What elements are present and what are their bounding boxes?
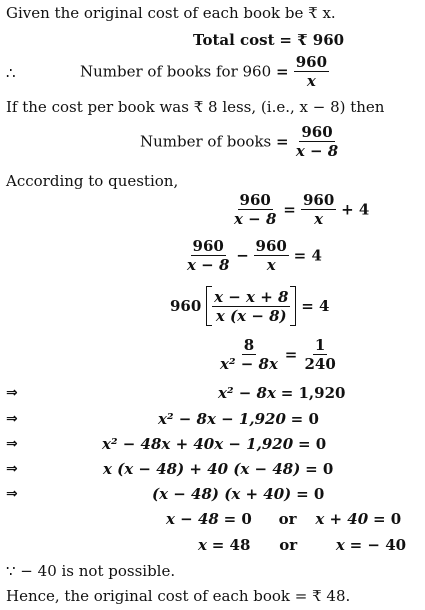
num-books-line: [140, 124, 340, 159]
equation-3: [170, 286, 329, 326]
fraction-numerator: 960: [301, 123, 333, 141]
equation-1: [232, 192, 369, 227]
total-cost-label: Total cost: [193, 31, 275, 49]
conclusion-line: Hence, the original cost of each book = ₹ 48.: [6, 587, 351, 605]
fraction-numerator: 8: [243, 336, 255, 354]
step-1: [218, 384, 345, 402]
step-4-lhs: x (x − 48) + 40 (x − 48): [103, 460, 301, 478]
fraction-960-over-x-minus-8: [185, 238, 231, 273]
equals-sign: =: [275, 62, 294, 81]
roots-line: [166, 510, 401, 528]
num-books-label: Number of books: [140, 132, 272, 151]
equals-sign: =: [301, 297, 320, 315]
right-bracket: [290, 286, 296, 326]
root-right-lhs: x + 40: [315, 510, 369, 528]
fraction-numerator: 960: [255, 237, 287, 255]
fraction-numerator: x − x + 8: [214, 287, 289, 306]
fraction-numerator: 1: [314, 336, 326, 354]
equation-2: [185, 238, 322, 273]
bracket-fraction: [212, 289, 290, 324]
equals-sign: =: [223, 510, 242, 528]
fraction-denominator: x − 8: [295, 142, 339, 160]
equals-sign: =: [280, 384, 299, 402]
solution-right-var: x: [335, 536, 345, 554]
or-word: or: [279, 536, 298, 554]
because-line: ∵ − 40 is not possible.: [6, 562, 176, 580]
implies-arrow: ⇒: [6, 486, 18, 502]
solution-right-value: − 40: [367, 536, 407, 554]
fraction-960-over-x: [294, 54, 329, 89]
fraction-8-over-quadratic: [218, 337, 280, 372]
fraction-denominator: x: [306, 72, 316, 90]
equals-sign: =: [276, 132, 294, 151]
step-5: [152, 485, 324, 503]
equals-sign: =: [284, 345, 303, 364]
fraction-960-over-x: [254, 238, 289, 273]
step-2-rhs: 0: [308, 410, 319, 428]
fraction-denominator: 240: [304, 355, 336, 373]
fraction-numerator: 960: [302, 191, 335, 209]
implies-arrow: ⇒: [6, 385, 18, 401]
step-1-lhs: x² − 8x: [218, 384, 276, 402]
step-1-rhs: 1,920: [298, 384, 346, 402]
implies-arrow: ⇒: [6, 436, 18, 452]
fraction-numerator: 960: [295, 53, 328, 71]
intro-line: Given the original cost of each book be ₹ x.: [6, 4, 336, 22]
rhs-four: 4: [311, 246, 322, 265]
fraction-960-over-x-minus-8: [294, 124, 340, 159]
rhs-four: 4: [319, 297, 330, 315]
step-3-rhs: 0: [315, 435, 327, 453]
step-4-rhs: 0: [322, 460, 334, 478]
fraction-denominator: x (x − 8): [215, 306, 287, 325]
equation-4: [218, 337, 338, 372]
according-line: According to question,: [6, 172, 179, 190]
fraction-960-over-x-minus-8: [232, 192, 278, 227]
fraction-denominator: x: [314, 210, 324, 228]
if-cost-line: If the cost per book was ₹ 8 less, (i.e., x − 8) then: [6, 98, 385, 116]
step-3-lhs: x² − 48x + 40x − 1,920: [102, 435, 294, 453]
or-word: or: [278, 510, 297, 528]
equals-sign: =: [297, 435, 316, 453]
implies-arrow: ⇒: [6, 411, 18, 427]
total-cost-value: ₹ 960: [297, 31, 345, 49]
step-2-lhs: x² − 8x − 1,920: [158, 410, 286, 428]
root-right-rhs: 0: [390, 510, 402, 528]
fraction-denominator: x² − 8x: [220, 355, 278, 373]
step-5-lhs: (x − 48) (x + 40): [152, 485, 292, 503]
fraction-denominator: x − 8: [187, 256, 230, 274]
solutions-line: [198, 536, 406, 554]
therefore-symbol: ∴: [6, 64, 16, 82]
minus-sign: −: [236, 246, 249, 265]
equals-sign: =: [279, 31, 298, 49]
coefficient-960: 960: [170, 297, 202, 315]
fraction-denominator: x: [266, 256, 276, 274]
solution-left-var: x: [198, 536, 207, 554]
equals-sign: =: [293, 246, 312, 265]
equals-sign: =: [211, 536, 230, 554]
plus-4: + 4: [341, 200, 370, 219]
root-left-rhs: 0: [241, 510, 252, 528]
equals-sign: =: [283, 200, 301, 219]
total-cost-line: [193, 31, 344, 49]
equals-sign: =: [372, 510, 391, 528]
step-2: [158, 410, 319, 428]
solution-left-value: 48: [229, 536, 251, 554]
fraction-numerator: 960: [192, 237, 224, 255]
fraction-numerator: 960: [239, 191, 271, 209]
step-3: [102, 435, 326, 453]
fraction-960-over-x: [301, 192, 336, 227]
num-books-960-label: Number of books for 960: [80, 62, 272, 81]
step-4: [103, 460, 333, 478]
implies-arrow: ⇒: [6, 461, 18, 477]
root-left-lhs: x − 48: [166, 510, 219, 528]
num-books-960-line: [80, 54, 329, 89]
bracket-group: [206, 286, 296, 326]
equals-sign: =: [305, 460, 323, 478]
equals-sign: =: [349, 536, 368, 554]
equals-sign: =: [296, 485, 314, 503]
fraction-1-over-240: [302, 337, 337, 372]
equals-sign: =: [290, 410, 309, 428]
fraction-denominator: x − 8: [234, 210, 277, 228]
step-5-rhs: 0: [313, 485, 325, 503]
